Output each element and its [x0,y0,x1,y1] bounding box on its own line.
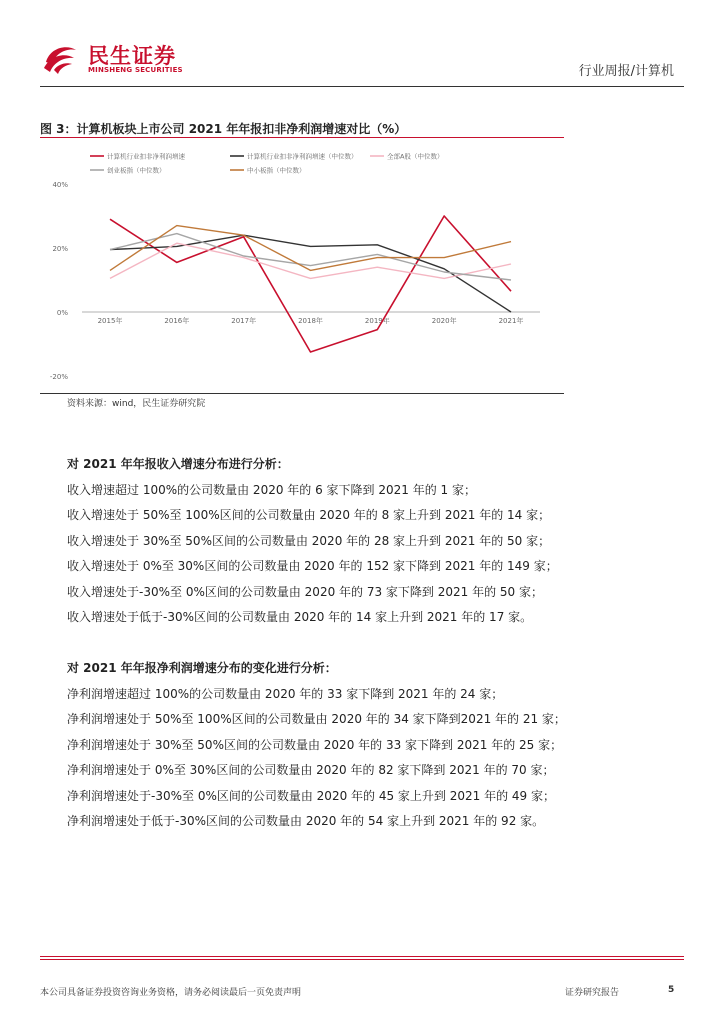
income-analysis-line: 收入增速处于 30%至 50%区间的公司数量由 2020 年的 28 家上升到 2021 年的 50 家； [67,533,551,548]
footer-divider-thin [40,959,684,960]
x-tick-label: 2015年 [97,317,123,325]
profit-growth-analysis [67,656,667,835]
legend-label: 中小板指（中位数） [247,166,306,175]
income-analysis-line: 收入增速处于-30%至 0%区间的公司数量由 2020 年的 73 家下降到 2021 年的 50 家； [67,584,543,599]
page-header [0,0,724,86]
x-tick-label: 2019年 [364,317,390,325]
footer-label: 证券研究报告 [565,988,620,998]
figure-title: 图 3：计算机板块上市公司 2021 年年报扣非净利润增速对比（%） [40,122,407,136]
minsheng-logo-icon [40,40,80,76]
x-tick-label: 2017年 [231,317,257,325]
y-axis-ticks [50,181,68,381]
legend-label: 全部A股（中位数） [387,152,444,161]
y-tick-label: 0% [56,309,68,317]
income-analysis-line: 收入增速处于 50%至 100%区间的公司数量由 2020 年的 8 家上升到 2021 年的 14 家； [67,508,551,522]
profit-analysis-line: 净利润增速处于低于-30%区间的公司数量由 2020 年的 54 家上升到 2021 年的 92 家。 [67,814,545,828]
legend-label: 计算机行业扣非净利润增速（中位数） [247,152,358,161]
footer-divider [40,956,684,957]
profit-growth-line-chart [40,138,564,393]
figure-source: 资料来源：wind，民生证券研究院 [67,399,206,409]
income-analysis-line: 收入增速处于低于-30%区间的公司数量由 2020 年的 14 家上升到 2021 年的 17 家。 [67,610,533,624]
footer-disclaimer: 本公司具备证券投资咨询业务资格，请务必阅读最后一页免责声明 [40,988,302,998]
series-line-1 [110,216,511,352]
income-growth-analysis [67,452,667,631]
page-number: 5 [668,985,675,995]
series-line-4 [110,234,511,280]
chart-legend [90,152,443,175]
x-tick-label: 2021年 [498,317,524,325]
profit-analysis-heading: 对 2021 年年报净利润增速分布的变化进行分析： [67,661,337,675]
y-tick-label: 20% [52,245,68,253]
profit-analysis-line: 净利润增速处于 30%至 50%区间的公司数量由 2020 年的 33 家下降到 2021 年的 25 家； [67,737,563,752]
x-tick-label: 2020年 [431,317,457,325]
header-divider [40,86,684,87]
income-analysis-line: 收入增速超过 100%的公司数量由 2020 年的 6 家下降到 2021 年的 1 家； [67,482,476,497]
chart-series-lines [110,216,511,352]
logo-text-cn: 民生证券 [88,44,176,68]
x-tick-label: 2016年 [164,317,190,325]
series-line-5 [110,226,511,271]
profit-analysis-line: 净利润增速处于 0%至 30%区间的公司数量由 2020 年的 82 家下降到 2021 年的 70 家； [67,763,555,777]
income-analysis-line: 收入增速处于 0%至 30%区间的公司数量由 2020 年的 152 家下降到 2021 年的 149 家； [67,559,558,573]
report-type: 行业周报/计算机 [578,64,674,79]
profit-analysis-line: 净利润增速超过 100%的公司数量由 2020 年的 33 家下降到 2021 年的 24 家； [67,686,504,701]
logo-text-en: MINSHENG SECURITIES [88,66,183,74]
legend-label: 计算机行业扣非净利润增速 [107,152,185,161]
x-tick-label: 2018年 [298,317,323,325]
x-axis-ticks [98,316,524,325]
source-rule [40,393,564,394]
income-analysis-heading: 对 2021 年年报收入增速分布进行分析： [67,457,289,471]
legend-label: 创业板指（中位数） [107,166,166,175]
y-tick-label: -20% [49,373,68,381]
y-tick-label: 40% [52,181,68,189]
profit-analysis-line: 净利润增速处于 50%至 100%区间的公司数量由 2020 年的 34 家下降到2021 年的 21 家； [67,712,566,726]
profit-analysis-line: 净利润增速处于-30%至 0%区间的公司数量由 2020 年的 45 家上升到 2021 年的 49 家； [67,788,555,803]
